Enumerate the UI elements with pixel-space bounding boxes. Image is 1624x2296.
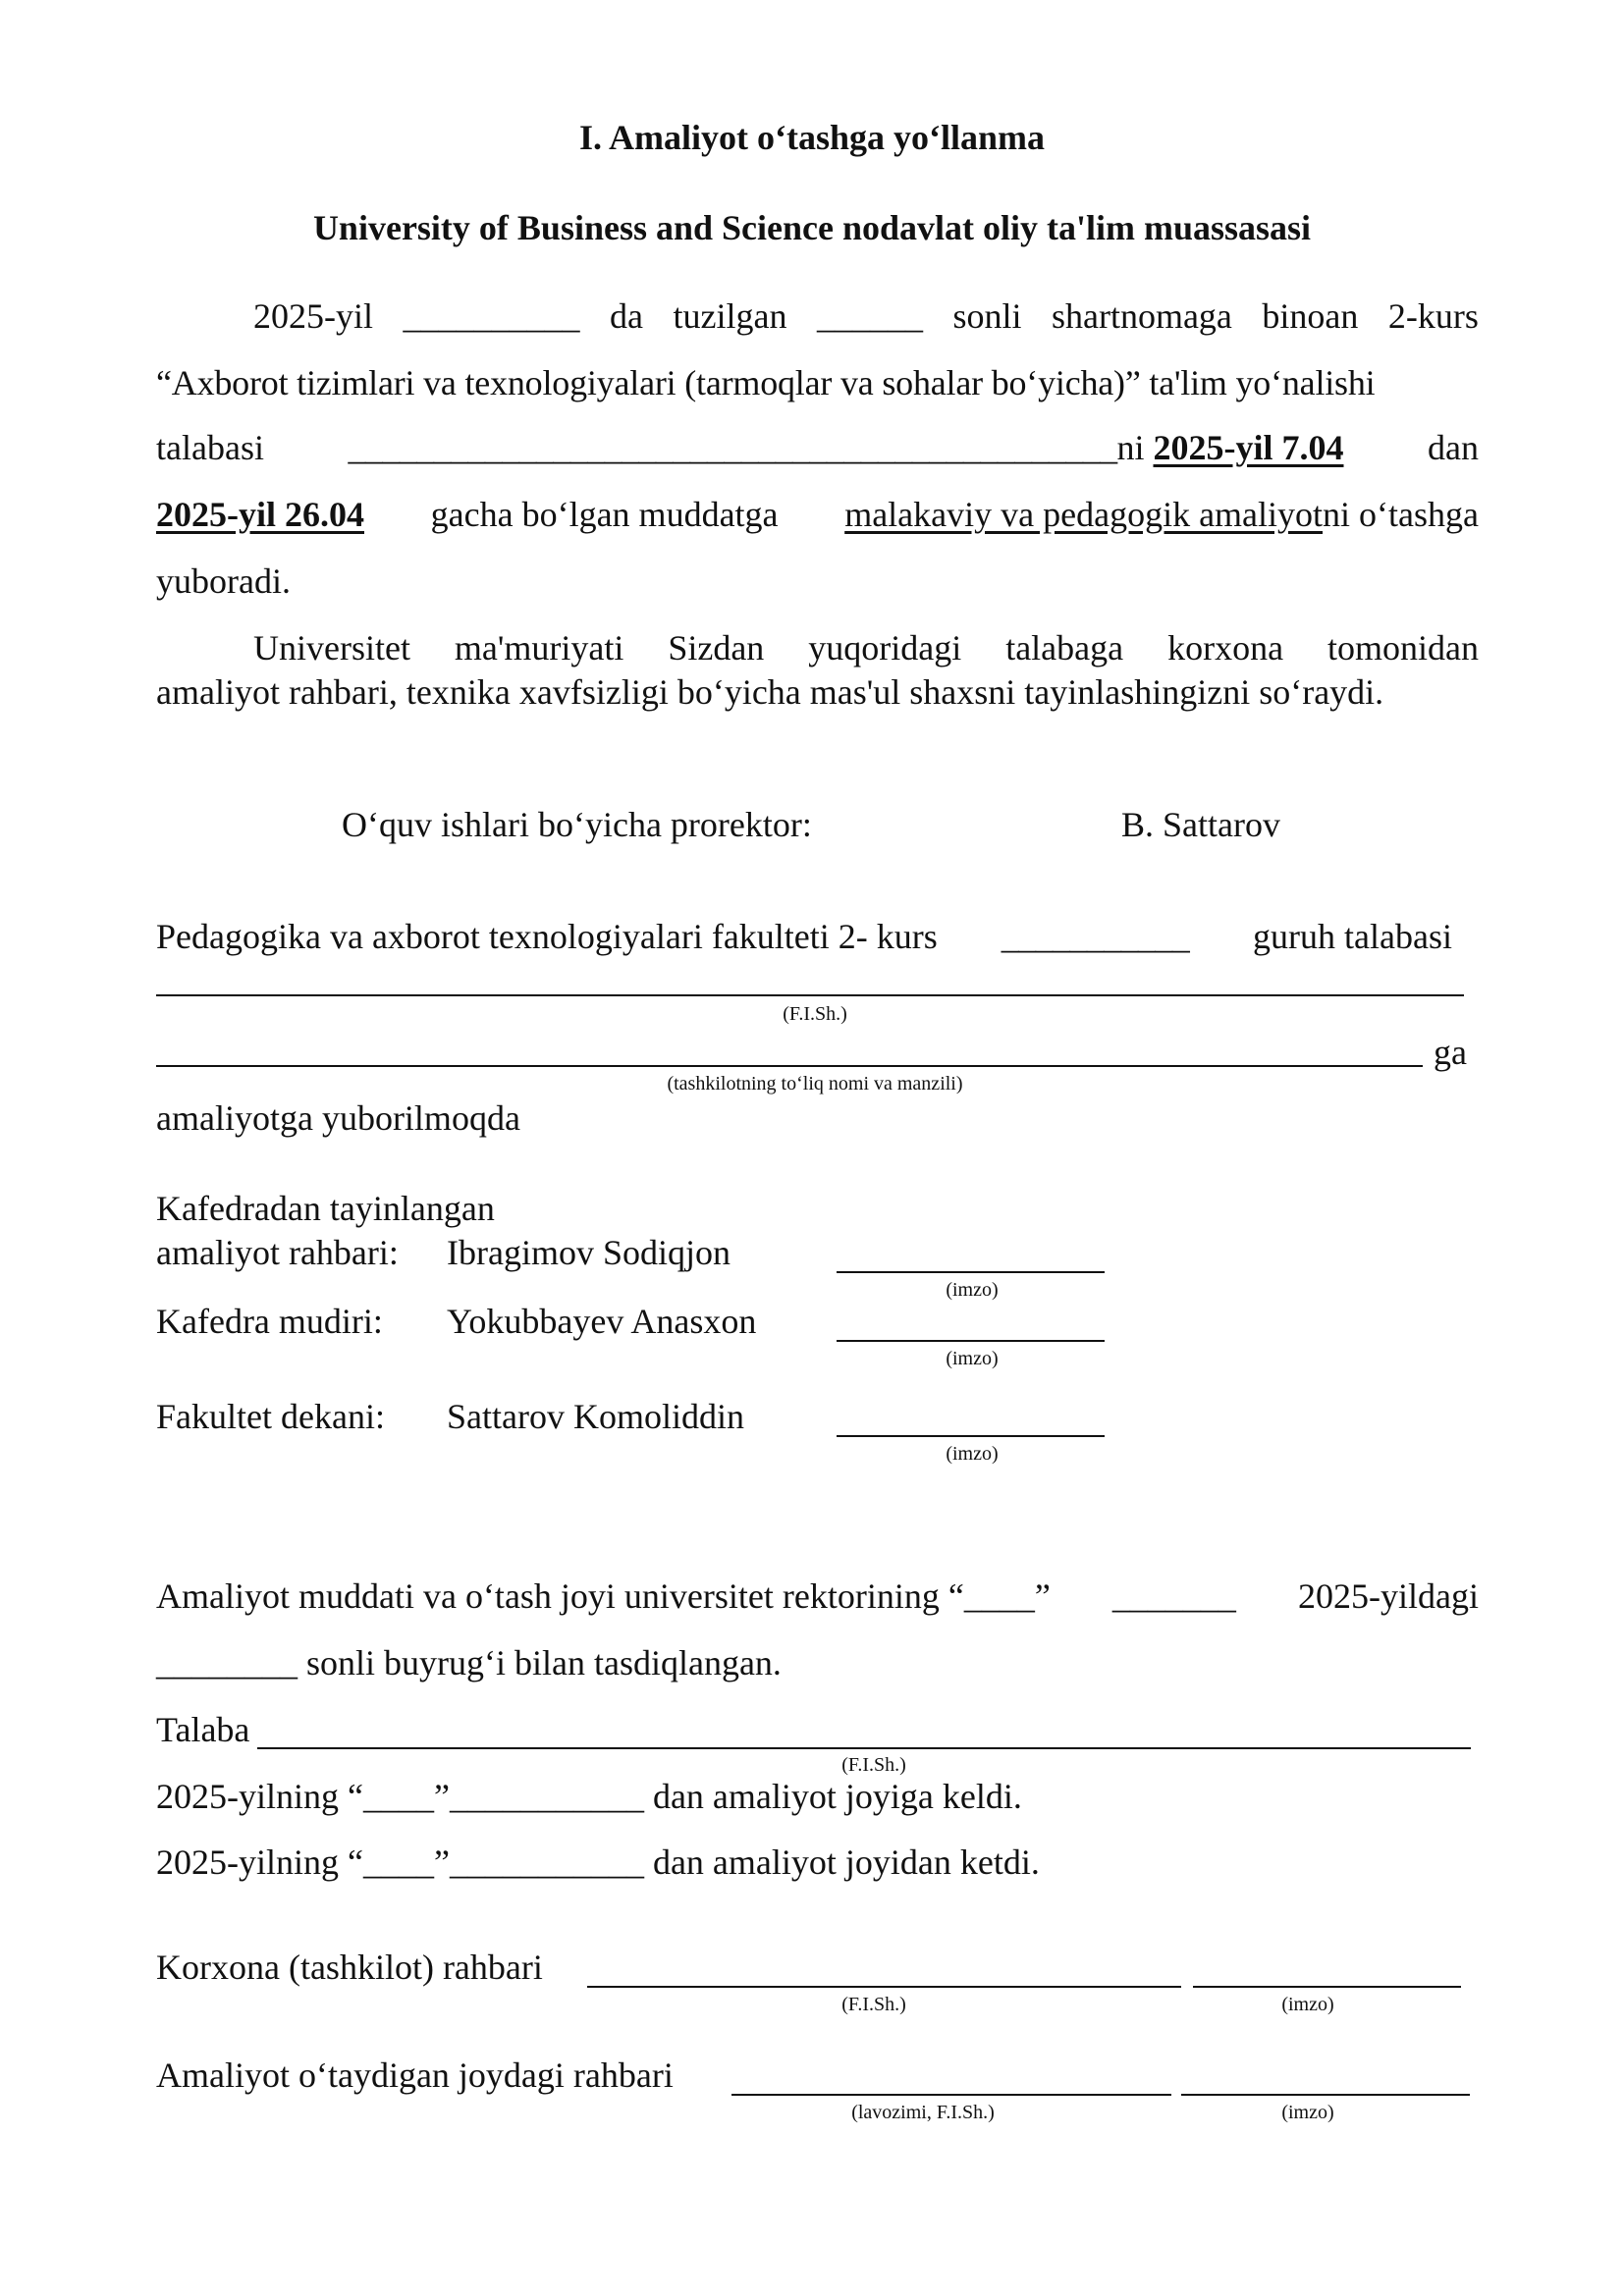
- text: 2025-yildagi: [1298, 1576, 1479, 1616]
- fish-caption: (F.I.Sh.): [841, 1994, 906, 2015]
- organization-suffix: ga: [1434, 1033, 1467, 1072]
- contract-number-blank: ______: [816, 296, 923, 336]
- dean-label: Fakultet dekani:: [156, 1397, 385, 1436]
- departure-line: [156, 1841, 1040, 1884]
- group-blank: ___________: [1001, 917, 1190, 956]
- text: dan amaliyot joyiga keldi.: [652, 1777, 1022, 1816]
- text: Amaliyot muddati va o‘tash joyi universitet rektorining “____”: [156, 1576, 1051, 1616]
- text: talabaga: [1005, 628, 1124, 667]
- student-name-line: [348, 426, 1343, 469]
- org-head-signature-line: [1193, 1986, 1461, 1988]
- intro-line-2: [156, 361, 1479, 404]
- confirmation-line-1: [156, 1575, 1479, 1618]
- dean-name: Sattarov Komoliddin: [447, 1397, 744, 1436]
- intro-line-5: yuboradi.: [156, 561, 291, 601]
- request-line-2: amaliyot rahbari, texnika xavfsizligi bo‘yicha mas'ul shaxsni tayinlashingizni so‘raydi.: [156, 672, 1384, 712]
- site-head-label: Amaliyot o‘taydigan joydagi rahbari: [156, 2056, 674, 2095]
- text: tuzilgan: [673, 296, 787, 336]
- text: guruh talabasi: [1253, 917, 1452, 956]
- student-name-blank: _____________________________________________: [348, 428, 1117, 467]
- signature-caption: (imzo): [946, 1443, 999, 1465]
- signature-caption: (imzo): [946, 1348, 999, 1369]
- signature-caption: (imzo): [1281, 2102, 1334, 2123]
- practice-type: malakaviy va pedagogik amaliyot: [844, 495, 1324, 534]
- signatory-role: O‘quv ishlari bo‘yicha prorektor:: [342, 805, 812, 844]
- text: ni o‘tashga: [1323, 495, 1479, 534]
- text: korxona: [1167, 628, 1284, 667]
- order-date-blank: _______: [1111, 1576, 1236, 1616]
- text: dan: [1428, 428, 1479, 467]
- org-head-name-line: [587, 1986, 1181, 1988]
- text: talabasi: [156, 428, 264, 467]
- text: dan amaliyot joyidan ketdi.: [652, 1842, 1040, 1882]
- text: 2025-yil: [253, 296, 373, 336]
- text: sonli: [952, 296, 1022, 336]
- site-head-position-line: [731, 2094, 1171, 2096]
- student-fish-line: [156, 994, 1464, 996]
- text: “Axborot tizimlari va texnologiyalari (tarmoqlar va sohalar bo‘yicha)” ta'lim yo‘nalishi: [156, 363, 1376, 402]
- text: tomonidan: [1327, 628, 1479, 667]
- sent-text: amaliyotga yuborilmoqda: [156, 1098, 520, 1138]
- intro-line-4: [156, 493, 1479, 536]
- request-line-1: [253, 626, 1479, 669]
- org-head-label: Korxona (tashkilot) rahbari: [156, 1948, 543, 1987]
- text: 2-kurs: [1387, 296, 1479, 336]
- text: Sizdan: [668, 628, 765, 667]
- student-label: Talaba: [156, 1710, 250, 1749]
- head-name: Yokubbayev Anasxon: [447, 1302, 757, 1341]
- practice-type-wrap: [844, 493, 1479, 536]
- departure-date-blank: 2025-yilning “____”___________: [156, 1842, 644, 1882]
- intro-line-1: [253, 294, 1479, 338]
- contract-date-blank: __________: [403, 296, 580, 336]
- text: ni: [1116, 428, 1145, 467]
- arrival-date-blank: 2025-yilning “____”___________: [156, 1777, 644, 1816]
- document-title: I. Amaliyot o‘tashga yo‘llanma: [578, 118, 1045, 157]
- signature-caption: (imzo): [946, 1279, 999, 1301]
- head-label: Kafedra mudiri:: [156, 1302, 383, 1341]
- signatory-name: B. Sattarov: [1121, 805, 1280, 844]
- start-date: 2025-yil 7.04: [1153, 428, 1344, 467]
- text: yuqoridagi: [808, 628, 962, 667]
- assigned-label-2: amaliyot rahbari:: [156, 1233, 399, 1272]
- head-signature-line: [837, 1340, 1105, 1342]
- fish-caption: (F.I.Sh.): [783, 1003, 847, 1025]
- assigned-label-1: Kafedradan tayinlangan: [156, 1189, 495, 1228]
- arrival-line: [156, 1775, 1022, 1818]
- text: gacha bo‘lgan muddatga: [430, 495, 779, 534]
- text: ma'muriyati: [454, 628, 624, 667]
- university-name: University of Business and Science nodavlat oliy ta'lim muassasasi: [312, 208, 1312, 247]
- student-name-line: [257, 1747, 1471, 1749]
- confirmation-line-2: ________ sonli buyrug‘i bilan tasdiqlangan.: [156, 1643, 782, 1682]
- organization-caption: (tashkilotning to‘liq nomi va manzili): [667, 1073, 963, 1095]
- assigned-signature-line: [837, 1271, 1105, 1273]
- text: da: [610, 296, 643, 336]
- intro-line-3: [156, 426, 1479, 469]
- assigned-name: Ibragimov Sodiqjon: [447, 1233, 731, 1272]
- text: Universitet: [253, 628, 410, 667]
- site-head-signature-line: [1181, 2094, 1470, 2096]
- text: binoan: [1262, 296, 1359, 336]
- faculty-line: [156, 915, 1452, 958]
- position-caption: (lavozimi, F.I.Sh.): [851, 2102, 995, 2123]
- signature-caption: (imzo): [1281, 1994, 1334, 2015]
- text: shartnomaga: [1051, 296, 1232, 336]
- end-date: 2025-yil 26.04: [156, 495, 364, 534]
- fish-caption: (F.I.Sh.): [841, 1754, 906, 1776]
- organization-line: [156, 1065, 1423, 1067]
- dean-signature-line: [837, 1435, 1105, 1437]
- text: Pedagogika va axborot texnologiyalari fakulteti 2- kurs: [156, 917, 938, 956]
